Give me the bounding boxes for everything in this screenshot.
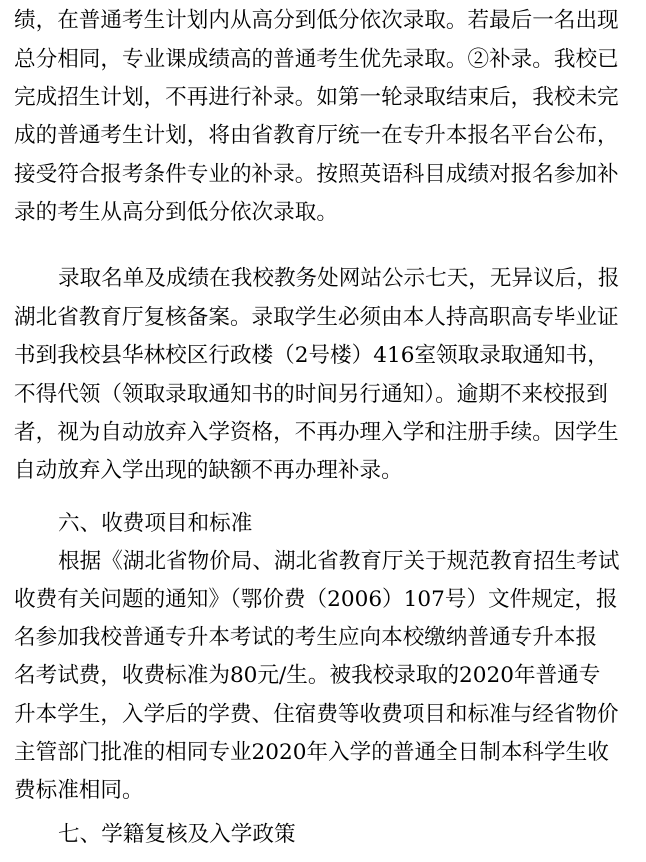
section-heading-6: 六、收费项目和标准 bbox=[58, 511, 253, 536]
paragraph-1-line-6: 录的考生从高分到低分依次录取。 bbox=[14, 200, 338, 225]
paragraph-3-line-2: 收费有关问题的通知》（鄂价费（2006）107号）文件规定，报 bbox=[14, 587, 618, 612]
paragraph-2-line-5: 者，视为自动放弃入学资格，不再办理入学和注册手续。因学生 bbox=[14, 420, 619, 445]
paragraph-2-line-2: 湖北省教育厅复核备案。录取学生必须由本人持高职高专毕业证 bbox=[14, 305, 619, 330]
paragraph-2-line-6: 自动放弃入学出现的缺额不再办理补录。 bbox=[14, 458, 403, 483]
paragraph-1-line-1: 绩，在普通考生计划内从高分到低分依次录取。若最后一名出现 bbox=[14, 8, 619, 33]
paragraph-2-line-4: 不得代领（领取录取通知书的时间另行通知）。逾期不来校报到 bbox=[14, 382, 608, 407]
paragraph-1-line-5: 接受符合报考条件专业的补录。按照英语科目成绩对报名参加补 bbox=[14, 162, 619, 187]
paragraph-1-line-4: 成的普通考生计划，将由省教育厅统一在专升本报名平台公布， bbox=[14, 123, 619, 148]
paragraph-2-line-3: 书到我校县华林校区行政楼（2号楼）416室领取录取通知书， bbox=[14, 343, 609, 368]
section-heading-7: 七、学籍复核及入学政策 bbox=[58, 822, 296, 847]
paragraph-3-line-4: 名考试费，收费标准为80元/生。被我校录取的2020年普通专 bbox=[14, 663, 601, 688]
paragraph-2-line-1: 录取名单及成绩在我校教务处网站公示七天，无异议后，报 bbox=[58, 266, 620, 291]
paragraph-3-line-1: 根据《湖北省物价局、湖北省教育厅关于规范教育招生考试 bbox=[58, 549, 620, 574]
paragraph-1-line-3: 完成招生计划，不再进行补录。如第一轮录取结束后，我校未完 bbox=[14, 85, 619, 110]
paragraph-3-line-6: 主管部门批准的相同专业2020年入学的普通全日制本科学生收 bbox=[14, 740, 609, 765]
paragraph-3-line-7: 费标准相同。 bbox=[14, 778, 144, 803]
paragraph-3-line-5: 升本学生，入学后的学费、住宿费等收费项目和标准与经省物价 bbox=[14, 702, 619, 727]
paragraph-1-line-2: 总分相同，专业课成绩高的普通考生优先录取。②补录。我校已 bbox=[14, 47, 619, 72]
paragraph-3-line-3: 名参加我校普通专升本考试的考生应向本校缴纳普通专升本报 bbox=[14, 625, 598, 650]
